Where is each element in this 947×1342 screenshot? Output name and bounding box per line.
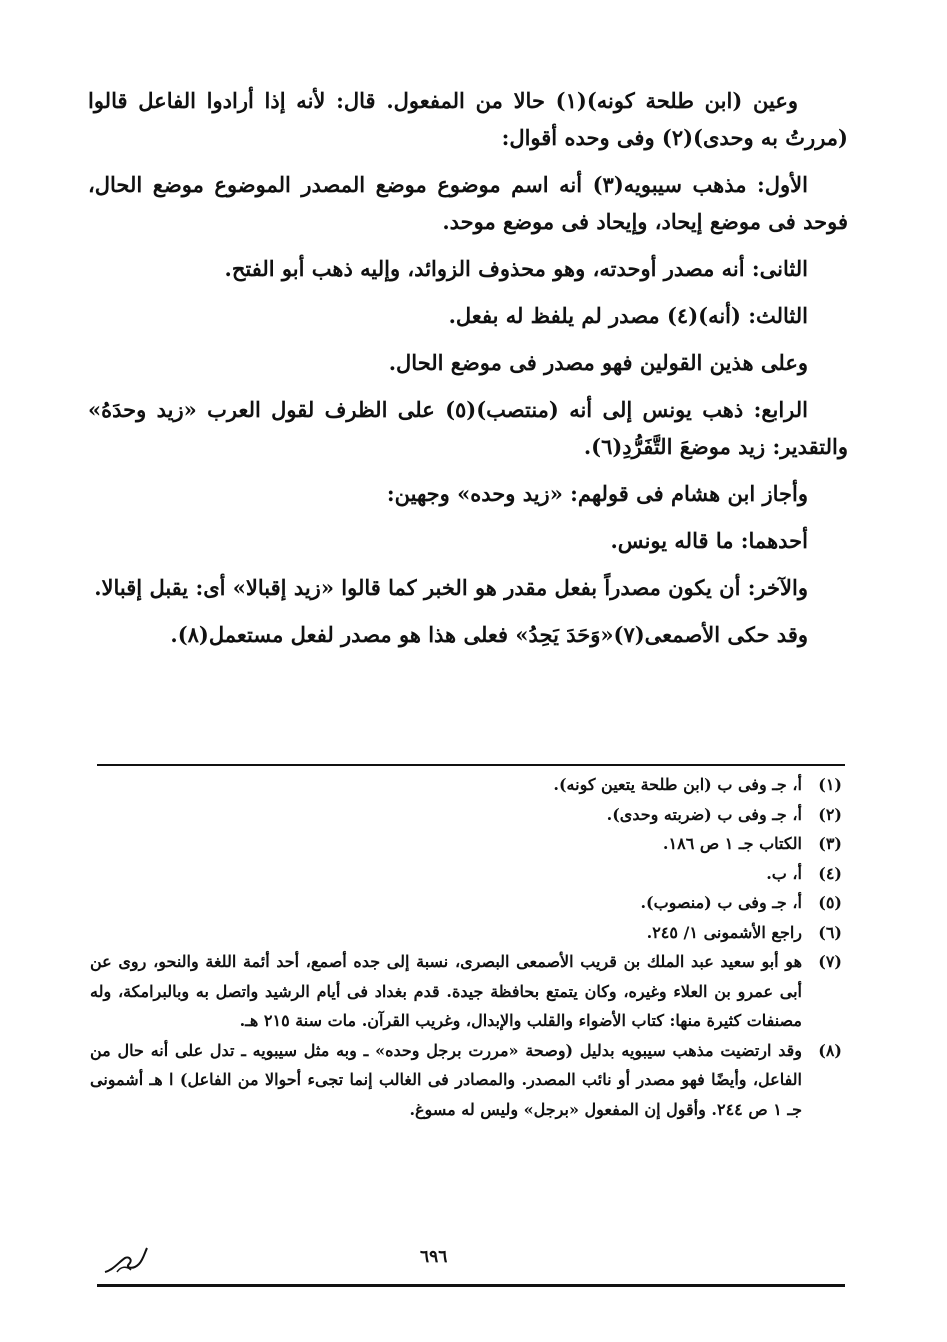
- footnotes: [90, 770, 842, 1124]
- paragraph: أحدهما: ما قاله يونس.: [610, 528, 808, 553]
- footnote-number: (٣): [818, 834, 842, 853]
- paragraph: الثالث: (أنه)(٤) مصدر لم يلفظ له بفعل.: [448, 303, 808, 328]
- footnote-number: (٥): [818, 893, 842, 912]
- footnote-text: الكتاب جـ ١ ص ١٨٦.: [662, 834, 802, 853]
- footnote: [90, 1036, 842, 1125]
- footnote: [90, 918, 842, 948]
- footnote-number: (٦): [818, 922, 842, 942]
- footnote-text: أ، جـ وفى ب (ضربته وحدى).: [606, 804, 802, 824]
- footnote: [90, 888, 842, 918]
- paragraph: الرابع: ذهب يونس إلى أنه (منتصب)(٥) على الظرف لقول العرب «زيد وحدَهُ» والتقدير: زيد موضعَ التَّفَرُّدِ(٦).: [88, 397, 848, 459]
- footnote-text: راجع الأشمونى ١/ ٢٤٥.: [646, 922, 802, 942]
- footnote-number: (٨): [818, 1040, 842, 1060]
- footnote-text: أ، ب.: [766, 863, 802, 883]
- footnote-number: (١): [818, 775, 842, 794]
- footnote-number: (٧): [818, 952, 842, 971]
- paragraph: وقد حكى الأصمعى(٧)«وَحَدَ يَحِدُ» فعلى هذا هو مصدر لفعل مستعمل(٨).: [170, 622, 808, 647]
- footnote: [90, 947, 842, 1036]
- paragraph: الثانى: أنه مصدر أوحدته، وهو محذوف الزوائد، وإليه ذهب أبو الفتح.: [224, 256, 808, 281]
- footnote-number: (٤): [818, 863, 842, 883]
- footnote-number: (٢): [818, 804, 842, 824]
- footnote-text: أ، جـ وفى ب (منصوب).: [640, 893, 802, 912]
- main-text: [88, 82, 848, 663]
- footnote: [90, 859, 842, 889]
- footnote: [90, 829, 842, 859]
- paragraph: والآخر: أن يكون مصدراً بفعل مقدر هو الخبر كما قالوا «زيد إقبالا» أى: يقبل إقبالا.: [94, 575, 808, 600]
- paragraph: وأجاز ابن هشام فى قولهم: «زيد وحده» وجهين:: [386, 481, 808, 506]
- paragraph: وعلى هذين القولين فهو مصدر فى موضع الحال.: [388, 350, 808, 375]
- footnote-text: وقد ارتضيت مذهب سيبويه بدليل (وصحة «مررت برجل وحده» ـ وبه مثل سيبويه ـ تدل على أنه حال من الفاعل، وأيضًا فهو مصدر أو نائب المصدر. والمصادر فى الغالب إنما تجىء أحوالا من الفاعل) ا هـ أشمونى جـ ١ ص ٢٤٤. وأقول إن المفعول «برجل» وليس له مسوغ.: [90, 1040, 802, 1119]
- footnote: [90, 800, 842, 830]
- paragraph: وعين (ابن طلحة كونه)(١) حالا من المفعول. قال: لأنه إذا أرادوا الفاعل قالوا (مررتُ به وحدى)(٢) وفى وحده أقوال:: [88, 88, 848, 150]
- signature-mark-icon: [103, 1244, 149, 1276]
- footnote-text: أ، جـ وفى ب (ابن طلحة يتعين كونه).: [553, 775, 802, 794]
- page-number: ٦٩٦: [420, 1247, 448, 1267]
- footnote: [90, 770, 842, 800]
- page-bottom-rule: [97, 1284, 845, 1287]
- paragraph: الأول: مذهب سيبويه(٣) أنه اسم موضوع موضع المصدر الموضوع موضع الحال، فوحد فى موضع إيحاد، وإيحاد فى موضع موحد.: [88, 172, 848, 234]
- footnote-text: هو أبو سعيد عبد الملك بن قريب الأصمعى البصرى، نسبة إلى جده أصمع، أحد أئمة اللغة والنحو، روى عن أبى عمرو بن العلاء وغيره، وكان يتمتع بحافظة جيدة. قدم بغداد فى أيام الرشيد واتصل به وبالبرامكة، وله مصنفات كثيرة منها: كتاب الأضواء والقلب والإبدال، وغريب القرآن. مات سنة ٢١٥ هـ.: [90, 952, 802, 1030]
- footnote-separator: [97, 764, 845, 766]
